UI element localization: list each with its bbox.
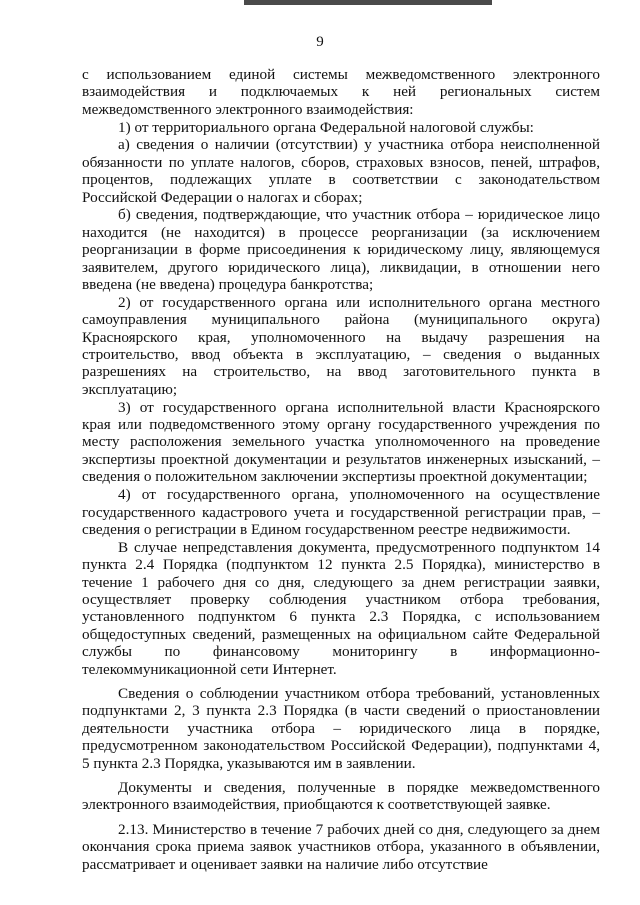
page-number: 9 xyxy=(316,34,324,50)
paragraph-documents-attached: Документы и сведения, полученные в порядке межведомственного электронного взаимодействия, приобщаются к соответствующей заявке. xyxy=(82,778,600,814)
paragraph-compliance-info: Сведения о соблюдении участником отбора требований, установленных подпунктами 2, 3 пункта 2.3 Порядка (в части сведений о приостановлении деятельности участника отбора – юридического лица в порядке, предусмотренном законодательством Российской Федерации), подпунктами 4, 5 пункта 2.3 Порядка, указываются им в заявлении. xyxy=(82,684,600,772)
paragraph-item-3: 3) от государственного органа исполнительной власти Красноярского края или подведомственного этому органу государственного учреждения по месту расположения земельного участка уполномоченного на проведение экспертизы проектной документации и результатов инженерных изысканий, – сведения о положительном заключении экспертизы проектной документации; xyxy=(82,398,600,486)
paragraph-section-2-13: 2.13. Министерство в течение 7 рабочих дней со дня, следующего за днем окончания срока приема заявок участников отбора, указанного в объявлении, рассматривает и оценивает заявки на наличие либо отсутствие xyxy=(82,820,600,873)
document-body xyxy=(82,66,600,873)
paragraph-item-1: 1) от территориального органа Федеральной налоговой службы: xyxy=(118,118,534,136)
paragraph-item-1b: б) сведения, подтверждающие, что участник отбора – юридическое лицо находится (не находится) в процессе реорганизации (за исключением реорганизации в форме присоединения к юридическому лицу, являющемуся заявителем, другого юридического лица), ликвидации, в отношении него введена (не введена) процедура банкротства; xyxy=(82,206,600,294)
paragraph-item-2: 2) от государственного органа или исполнительного органа местного самоуправления муниципального района (муниципального округа) Красноярского края, уполномоченного на выдачу разрешения на строительство, ввод объекта в эксплуатацию, – сведения о выданных разрешениях на строительство, на ввод заготовительного пункта в эксплуатацию; xyxy=(82,293,600,398)
paragraph-item-1a: а) сведения о наличии (отсутствии) у участника отбора неисполненной обязанности по уплате налогов, сборов, страховых взносов, пеней, штрафов, процентов, подлежащих уплате в соответствии с законодательством Российской Федерации о налогах и сборах; xyxy=(82,136,600,206)
paragraph-continuation: с использованием единой системы межведомственного электронного взаимодействия и подключаемых к ней региональных систем межведомственного электронного взаимодействия: xyxy=(82,66,600,118)
scan-header-artifact xyxy=(244,0,492,5)
paragraph-item-4: 4) от государственного органа, уполномоченного на осуществление государственного кадастрового учета и государственной регистрации прав, – сведения о регистрации в Едином государственном реестре недвижимости. xyxy=(82,486,600,538)
paragraph-nonsubmission: В случае непредставления документа, предусмотренного подпунктом 14 пункта 2.4 Порядка (подпунктом 12 пункта 2.5 Порядка), министерство в течение 1 рабочего дня со дня, следующего за днем регистрации заявки, осуществляет проверку соблюдения участником отбора требования, установленного подпунктом 6 пункта 2.3 Порядка, с использованием общедоступных сведений, размещенных на официальном сайте Федеральной службы по финансовому мониторингу в информационно-телекоммуникационной сети Интернет. xyxy=(82,538,600,678)
